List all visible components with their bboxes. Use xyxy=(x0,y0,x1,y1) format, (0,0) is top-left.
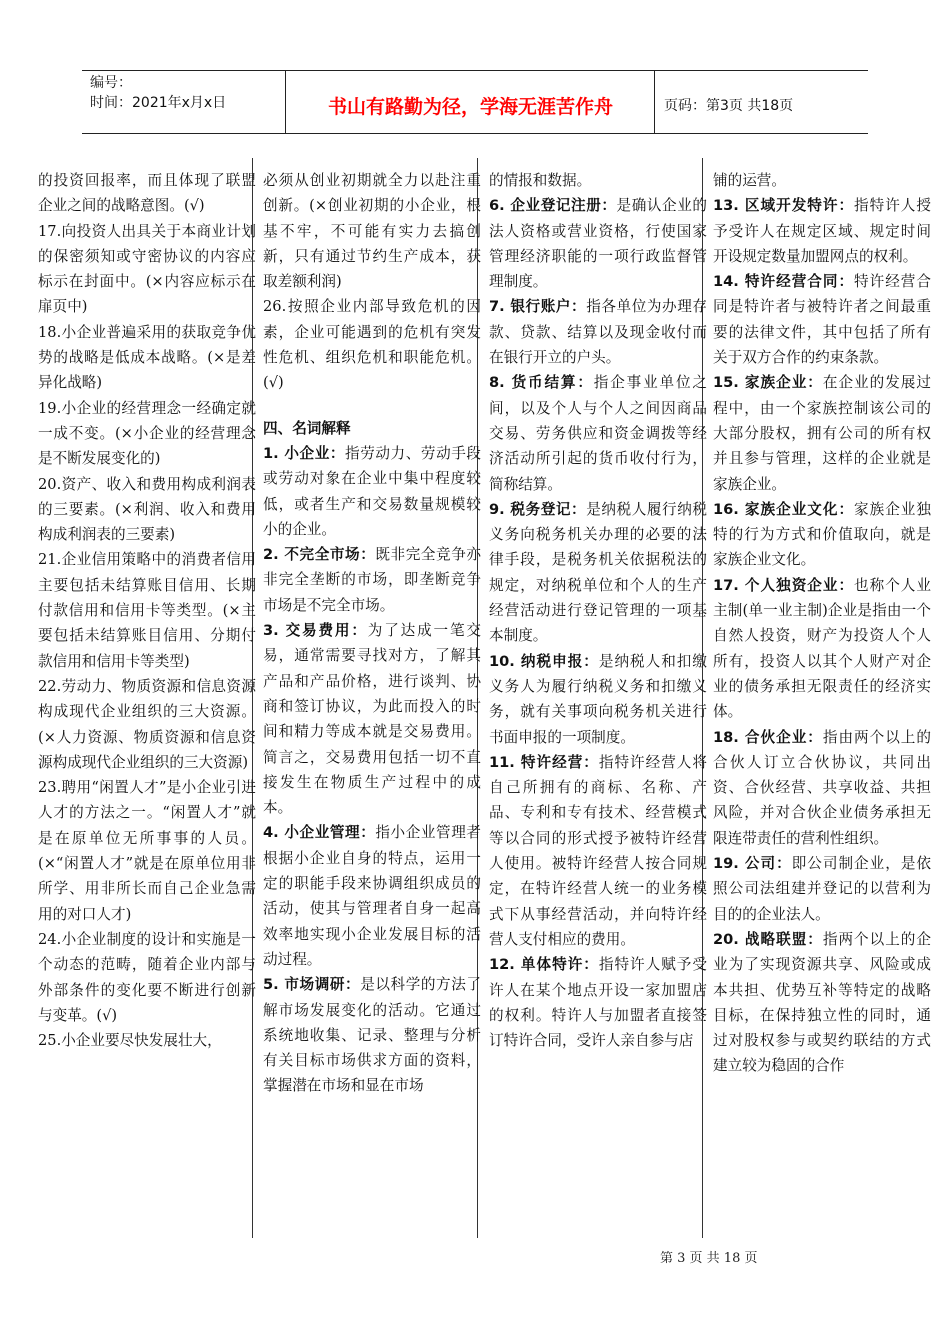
term-definition: 指特许经营人将自己所拥有的商标、名称、产品、专利和专有技术、经营模式等以合同的形式授予被特许经营人使用。被特许经营人按合同规定，在特许经营人统一的业务模式下从事经营活动，并向特许经营人支付相应的费用。 xyxy=(489,753,707,948)
term-title: 2. 不完全市场： xyxy=(263,546,376,564)
paragraph: 17.向投资人出具关于本商业计划的保密须知或守密协议的内容应标示在封面中。(×内容应标示在扉页中) xyxy=(38,222,256,316)
paragraph: 19.小企业的经营理念一经确定就一成不变。(×小企业的经营理念是不断发展变化的) xyxy=(38,399,256,468)
term-entry xyxy=(263,542,481,618)
header-meta xyxy=(90,71,286,133)
term-definition: 指各单位为办理存款、贷款、结算以及现金收付而在银行开立的户头。 xyxy=(489,298,707,367)
term-entry xyxy=(489,952,707,1053)
term-entry xyxy=(713,927,931,1079)
term-definition: 指特许人赋予受许人在某个地点开设一家加盟店的权利。特许人与加盟者直接签订特许合同，受许人亲自参与店 xyxy=(489,956,707,1050)
term-title: 11. 特许经营： xyxy=(489,753,599,771)
term-entry xyxy=(489,750,707,952)
term-title: 16. 家族企业文化： xyxy=(713,500,855,518)
paragraph: 18.小企业普遍采用的获取竞争优势的战略是低成本战略。(×是差异化战略) xyxy=(38,323,256,392)
paragraph: 的情报和数据。 xyxy=(489,172,592,189)
term-entry xyxy=(263,820,481,972)
header-motto: 书山有路勤为径，学海无涯苦作舟 xyxy=(287,71,655,133)
term-entry xyxy=(263,441,481,542)
paragraph: 25.小企业要尽快发展壮大， xyxy=(38,1032,222,1050)
term-entry xyxy=(713,851,931,927)
term-definition: 为了达成一笔交易，通常需要寻找对方，了解其产品和产品价格，进行谈判、协商和签订协议，为此而投入的时间和精力等成本就是交易费用。简言之，交易费用包括一切不直接发生在物质生产过程中的成本。 xyxy=(263,622,481,817)
paragraph: 的投资回报率，而且体现了联盟企业之间的战略意图。(√) xyxy=(38,172,256,215)
term-entry xyxy=(489,370,707,496)
term-entry xyxy=(713,725,931,851)
term-title: 4. 小企业管理： xyxy=(263,824,376,842)
column-1 xyxy=(38,168,256,1053)
term-entry xyxy=(489,193,707,294)
term-entry xyxy=(713,269,931,370)
term-entry xyxy=(489,497,707,649)
term-title: 20. 战略联盟： xyxy=(713,930,823,948)
paragraph: 22.劳动力、物质资源和信息资源构成现代企业组织的三大资源。(×人力资源、物质资源和信息资源构成现代企业组织的三大资源) xyxy=(38,677,256,771)
number-label: 编号： xyxy=(90,75,132,91)
term-definition: 指劳动力、劳动手段或劳动对象在企业中集中程度较低，或者生产和交易数量规模较小的企业。 xyxy=(263,444,481,538)
date-label: 时间：2021年x月x日 xyxy=(90,95,227,111)
page-header xyxy=(82,70,868,134)
term-definition: 指企事业单位之间，以及个人与个人之间因商品交易、劳务供应和资金调拨等经济活动所引起的货币收付行为，简称结算。 xyxy=(489,374,707,493)
section-heading: 四、名词解释 xyxy=(263,419,351,437)
term-entry xyxy=(713,370,931,496)
term-definition: 指特许人授予受许人在规定区域、规定时间开设规定数量加盟网点的权利。 xyxy=(713,197,931,265)
paragraph: 20.资产、收入和费用构成利润表的三要素。(×利润、收入和费用构成利润表的三要素) xyxy=(38,475,256,544)
column-4 xyxy=(713,168,931,1079)
term-title: 14. 特许经营合同： xyxy=(713,273,855,291)
term-entry xyxy=(489,294,707,370)
term-definition: 在企业的发展过程中，由一个家族控制该公司的大部分股权，拥有公司的所有权并且参与管理，这样的企业就是家族企业。 xyxy=(713,374,931,493)
term-definition: 特许经营合同是特许者与被特许者之间最重要的法律文件，其中包括了所有关于双方合作的约束条款。 xyxy=(713,273,931,367)
term-title: 5. 市场调研： xyxy=(263,976,361,994)
term-title: 17. 个人独资企业： xyxy=(713,576,855,594)
term-entry xyxy=(713,497,931,573)
term-definition: 也称个人业主制(单一业主制)企业是指由一个自然人投资，财产为投资人个人所有，投资人以其个人财产对企业的债务承担无限责任的经济实体。 xyxy=(713,576,931,721)
paragraph: 21.企业信用策略中的消费者信用主要包括未结算账目信用、长期付款信用和信用卡等类型。(×主要包括未结算账目信用、分期付款信用和信用卡等类型) xyxy=(38,551,256,670)
term-entry xyxy=(263,972,481,1098)
paragraph: 26.按照企业内部导致危机的因素，企业可能遇到的危机有突发性危机、组织危机和职能危机。(√) xyxy=(263,298,481,392)
column-2 xyxy=(263,168,481,1099)
page-footer: 第 3 页 共 18 页 xyxy=(660,1251,758,1266)
term-title: 13. 区域开发特许： xyxy=(713,197,855,215)
paragraph: 铺的运营。 xyxy=(713,172,786,189)
term-title: 12. 单体特许： xyxy=(489,956,599,974)
term-definition: 指由两个以上的合伙人订立合伙协议，共同出资、合伙经营、共享收益、共担风险，并对合伙企业债务承担无限连带责任的营利性组织。 xyxy=(713,728,931,847)
term-entry xyxy=(713,193,931,269)
term-definition: 是以科学的方法了解市场发展变化的活动。它通过系统地收集、记录、整理与分析有关目标市场供求方面的资料，掌握潜在市场和显在市场 xyxy=(263,976,481,1095)
term-title: 9. 税务登记： xyxy=(489,500,587,518)
term-title: 19. 公司： xyxy=(713,855,792,873)
term-definition: 是纳税人履行纳税义务向税务机关办理的必要的法律手段，是税务机关依据税法的规定，对纳税单位和个人的生产经营活动进行登记管理的一项基本制度。 xyxy=(489,500,707,645)
term-title: 7. 银行账户： xyxy=(489,298,587,316)
term-definition: 家族企业独特的行为方式和价值取向，就是家族企业文化。 xyxy=(713,500,931,569)
term-entry xyxy=(263,618,481,820)
paragraph: 24.小企业制度的设计和实施是一个动态的范畴，随着企业内部与外部条件的变化要不断进行创新与变革。(√) xyxy=(38,930,256,1024)
paragraph: 23.聘用“闲置人才”是小企业引进人才的方法之一。“闲置人才”就是在原单位无所事事的人员。(×“闲置人才”就是在原单位用非所学、用非所长而自己企业急需用的对口人才) xyxy=(38,779,256,923)
term-definition: 既非完全竞争亦非完全垄断的市场，即垄断竞争市场是不完全市场。 xyxy=(263,546,481,614)
paragraph: 必须从创业初期就全力以赴注重创新。(×创业初期的小企业，根基不牢，不可能有实力去搞创新，只有通过节约生产成本，获取差额利润) xyxy=(263,172,481,291)
term-entry xyxy=(713,573,931,725)
term-title: 8. 货币结算： xyxy=(489,374,594,392)
term-title: 15. 家族企业： xyxy=(713,374,823,392)
term-title: 10. 纳税申报： xyxy=(489,652,599,670)
term-definition: 即公司制企业，是依照公司法组建并登记的以营利为目的的企业法人。 xyxy=(713,855,931,923)
term-title: 6. 企业登记注册： xyxy=(489,197,617,215)
term-definition: 是确认企业的法人资格或营业资格，行使国家管理经济职能的一项行政监督管理制度。 xyxy=(489,197,707,291)
term-title: 3. 交易费用： xyxy=(263,622,368,640)
header-page-label: 页码：第3页 共18页 xyxy=(664,98,794,114)
term-entry xyxy=(489,649,707,750)
term-title: 18. 合伙企业： xyxy=(713,728,823,746)
term-title: 1. 小企业： xyxy=(263,444,346,462)
term-definition: 是纳税人和扣缴义务人为履行纳税义务和扣缴义务，就有关事项向税务机关进行书面申报的一项制度。 xyxy=(489,652,707,746)
column-3 xyxy=(489,168,707,1053)
term-definition: 指两个以上的企业为了实现资源共享、风险或成本共担、优势互补等特定的战略目标，在保持独立性的同时，通过对股权参与或契约联结的方式建立较为稳固的合作 xyxy=(713,930,931,1075)
term-definition: 指小企业管理者根据小企业自身的特点，运用一定的职能手段来协调组织成员的活动，使其与管理者自身一起高效率地实现小企业发展目标的活动过程。 xyxy=(263,824,481,968)
